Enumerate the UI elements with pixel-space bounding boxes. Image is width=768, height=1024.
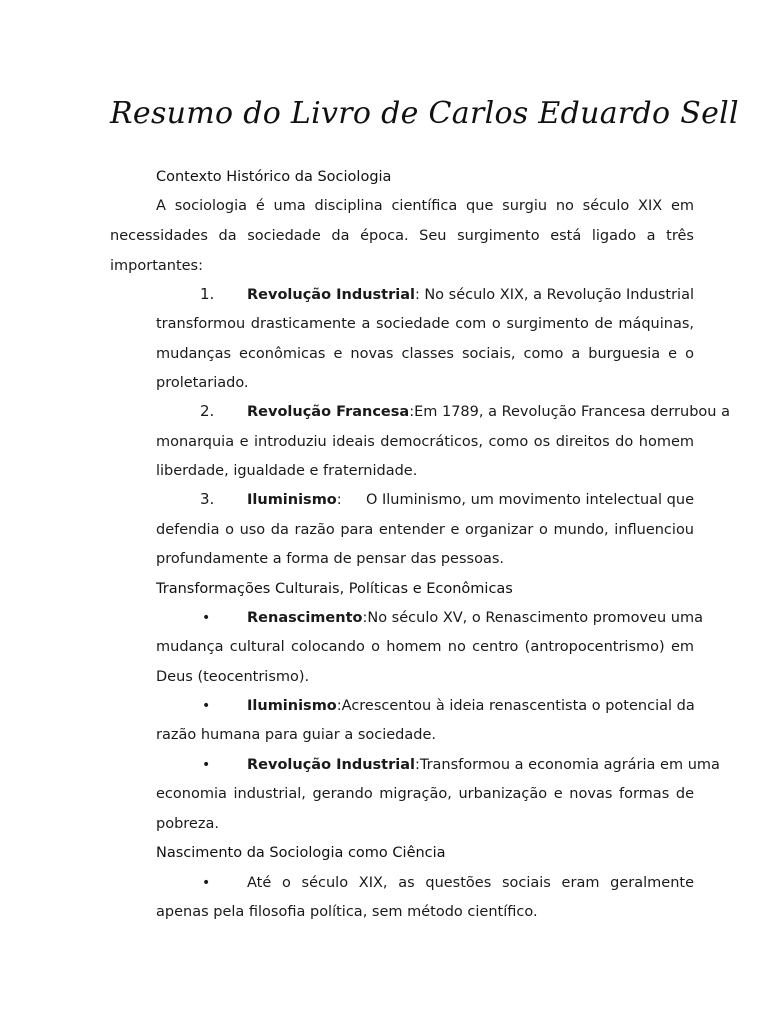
paragraph-line: importantes: <box>110 258 203 274</box>
list-item-term: Renascimento <box>247 610 363 626</box>
paragraph-line: Até o século XIX, as questões sociais eram geralmente <box>247 875 694 891</box>
paragraph-line: Acrescentou à ideia renascentista o potencial da <box>341 698 695 714</box>
paragraph-line: profundamente a forma de pensar das pessoas. <box>156 551 505 567</box>
paragraph-line: Deus (teocentrismo). <box>156 669 310 685</box>
paragraph-line: pobreza. <box>156 816 219 832</box>
paragraph-line: Transformou a economia agrária em uma <box>419 757 720 773</box>
list-item-term: Iluminismo <box>247 698 337 714</box>
section-heading: Transformações Culturais, Políticas e Econômicas <box>156 581 513 597</box>
list-item-term: Revolução Industrial <box>247 757 415 773</box>
paragraph-line: razão humana para guiar a sociedade. <box>156 727 436 743</box>
list-number: 2. <box>200 402 215 420</box>
paragraph-line: No século XIX, a Revolução Industrial <box>424 287 694 303</box>
document-title: Resumo do Livro de Carlos Eduardo Sell <box>110 96 739 131</box>
list-item-first-line: Revolução Industrial: Transformou a economia agrária em uma <box>247 757 720 773</box>
paragraph-line: defendia o uso da razão para entender e organizar o mundo, influenciou <box>156 522 694 538</box>
list-item-first-line: Iluminismo: Acrescentou à ideia renascentista o potencial da <box>247 698 695 714</box>
bullet: • <box>202 875 211 891</box>
paragraph-line: mudanças econômicas e novas classes sociais, como a burguesia e o <box>156 346 694 362</box>
paragraph-line: economia industrial, gerando migração, urbanização e novas formas de <box>156 786 694 802</box>
paragraph-line: Em 1789, a Revolução Francesa derrubou a <box>414 404 730 420</box>
section-heading: Contexto Histórico da Sociologia <box>156 169 392 185</box>
list-item-term: Revolução Francesa <box>247 404 410 420</box>
bullet: • <box>202 757 211 773</box>
bullet: • <box>202 610 211 626</box>
list-item-term: Iluminismo <box>247 492 337 508</box>
paragraph-line: transformou drasticamente a sociedade com o surgimento de máquinas, <box>156 316 694 332</box>
bullet: • <box>202 698 211 714</box>
paragraph-line: O Iluminismo, um movimento intelectual que <box>365 492 694 508</box>
section-heading: Nascimento da Sociologia como Ciência <box>156 845 446 861</box>
list-item-first-line: Iluminismo: O Iluminismo, um movimento intelectual que <box>247 492 694 508</box>
list-number: 1. <box>200 285 215 303</box>
paragraph-line: mudança cultural colocando o homem no centro (antropocentrismo) em <box>156 639 694 655</box>
list-item-first-line: Revolução Francesa: Em 1789, a Revolução Francesa derrubou a <box>247 404 730 420</box>
paragraph-line: proletariado. <box>156 375 249 391</box>
list-item-first-line: Revolução Industrial: No século XIX, a Revolução Industrial <box>247 287 694 303</box>
list-number: 3. <box>200 490 215 508</box>
paragraph-line: necessidades da sociedade da época. Seu surgimento está ligado a três <box>110 228 694 244</box>
list-item-first-line: Renascimento: No século XV, o Renascimento promoveu uma <box>247 610 703 626</box>
paragraph-line: monarquia e introduziu ideais democráticos, como os direitos do homem <box>156 434 694 450</box>
paragraph-line: A sociologia é uma disciplina científica que surgiu no século XIX em <box>156 198 694 214</box>
list-item-term: Revolução Industrial <box>247 287 415 303</box>
paragraph-line: No século XV, o Renascimento promoveu uma <box>367 610 703 626</box>
paragraph-line: liberdade, igualdade e fraternidade. <box>156 463 418 479</box>
paragraph-line: apenas pela filosofia política, sem método científico. <box>156 904 538 920</box>
